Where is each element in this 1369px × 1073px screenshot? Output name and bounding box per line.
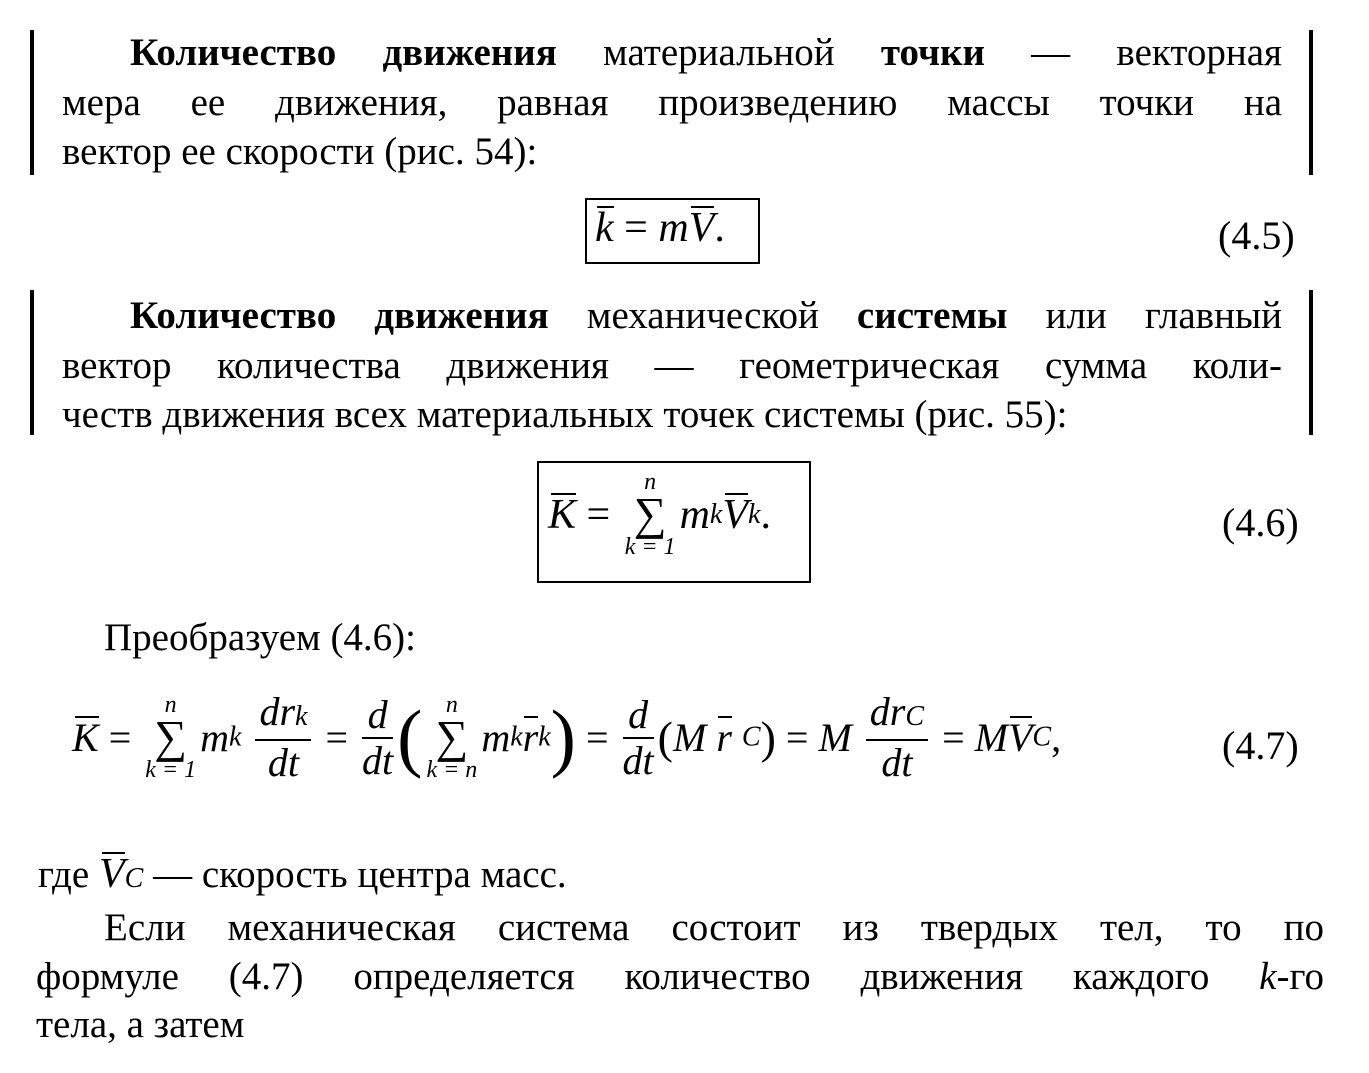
block2-bold-system: системы [856,294,1008,337]
block1-line3: вектор ее скорости (рис. 54): [62,130,538,173]
block1-left-bar [30,30,34,175]
last-line2: формуле (4.7) определяется количество движения каждого k-го [36,955,1324,998]
transform-line: Преобразуем (4.6): [104,616,416,659]
last-line3: тела, а затем [36,1003,245,1046]
where-line: где VC — скорость центра масс. [38,851,567,897]
eq47-frac1: $\frac{\text{drk}}{dt}$ [255,690,311,785]
block1-line2: мера ее движения, равная произведению массы точки на [62,81,1282,124]
eq47-frac3: $\frac{d}{dt}$ [622,691,654,783]
eq45-V: V [688,205,715,251]
block1-line1: Количество движения материальной точки — векторная [130,31,1282,74]
block2-line2: вектор количества движения — геометрическая сумма коли- [62,344,1282,387]
eq46-sum: n ∑ k = 1 [624,469,676,560]
eq45-m: m [658,205,689,251]
block1-bold-term: Количество движения [130,31,557,74]
block1-right-bar [1309,30,1313,175]
eq47-frac4: $\frac{\text{drC}}{dt}$ [866,690,928,785]
block2-bold-term: Количество движения [130,294,549,337]
eq46-number: (4.6) [1222,500,1299,545]
block2-line3: честв движения всех материальных точек системы (рис. 55): [62,393,1068,436]
eq45-k: k [595,205,614,251]
eq45-number: (4.5) [1218,213,1295,258]
eq47-number: (4.7) [1222,723,1299,768]
eq46-K: K [548,492,577,538]
eq47-sum1: n ∑ k = 1 [145,691,197,783]
block2-left-bar [30,290,34,435]
last-line1: Если механическая система состоит из твердых тел, то по [104,906,1324,949]
block2-right-bar [1309,290,1313,435]
eq46-formula: K = n ∑ k = 1 mkVk. [548,469,771,560]
eq47-frac2: $\frac{d}{dt}$ [362,691,394,783]
eq47-formula: K = n ∑ k = 1 mk $\frac{\text{drk}}{dt}$ = $\frac{d}{dt}$ ( n ∑ k = n mkrk) = $\frac{d}{dt}$ (M r C) = M $\frac{\text{drC}}{dt}$ = MVC, [72,689,1062,785]
eq47-sum2: n ∑ k = n [426,691,478,783]
block2-line1: Количество движения механической системы или главный [130,294,1283,337]
block1-bold-point: точки [880,31,985,74]
eq45-formula: k = mV. [595,205,725,251]
